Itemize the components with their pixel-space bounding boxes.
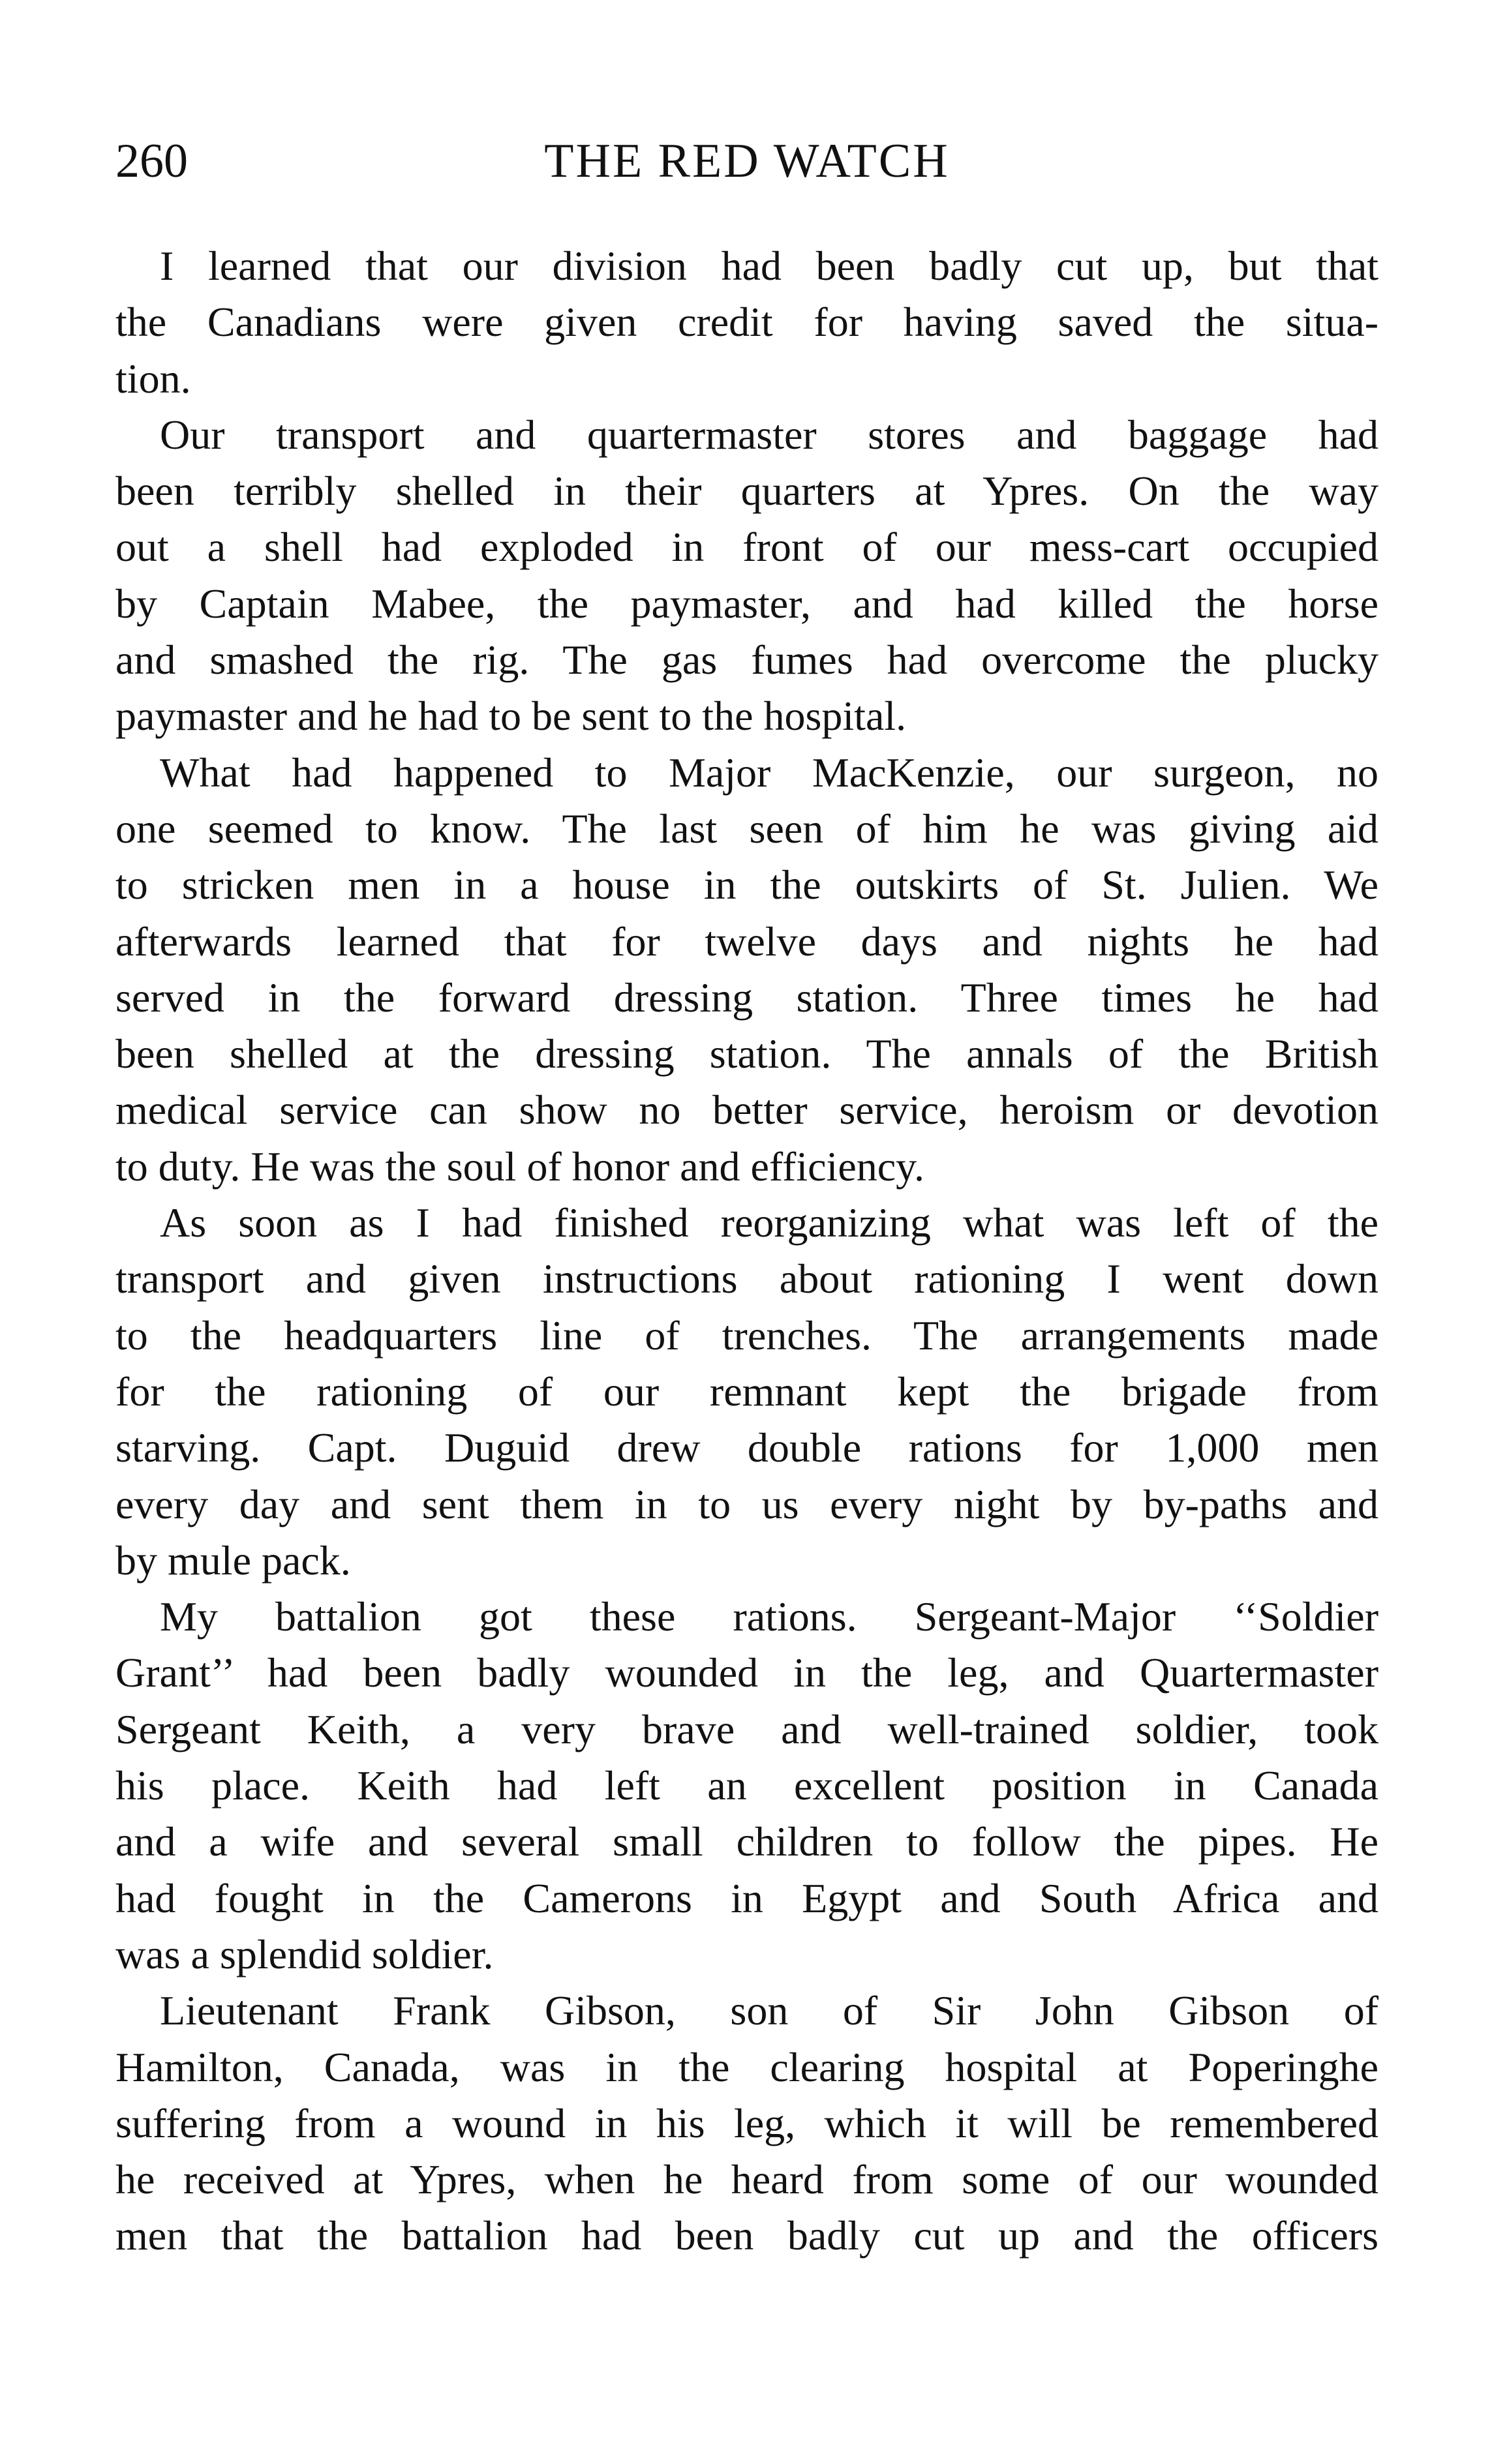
text-line: tion. — [115, 355, 191, 402]
text-line: medical service can show no better service, heroism or devotion — [115, 1087, 1378, 1134]
text-line: and smashed the rig. The gas fumes had overcome the plucky — [115, 637, 1378, 684]
body-text — [115, 238, 1378, 2264]
text-line: out a shell had exploded in front of our mess-cart occupied — [115, 524, 1378, 571]
text-line: transport and given instructions about rationing I went down — [115, 1255, 1378, 1302]
text-line: by Captain Mabee, the paymaster, and had killed the horse — [115, 580, 1378, 627]
paragraph — [115, 1589, 1378, 1983]
text-line: afterwards learned that for twelve days and nights he had — [115, 918, 1378, 965]
text-line: Hamilton, Canada, was in the clearing hospital at Poperinghe — [115, 2043, 1378, 2090]
text-line: was a splendid soldier. — [115, 1931, 494, 1977]
paragraph — [115, 1983, 1378, 2264]
text-line: Sergeant Keith, a very brave and well-trained soldier, took — [115, 1705, 1378, 1752]
paragraph — [115, 1195, 1378, 1589]
text-line: and a wife and several small children to follow the pipes. He — [115, 1818, 1378, 1865]
text-line: one seemed to know. The last seen of him he was giving aid — [115, 805, 1378, 852]
text-line: starving. Capt. Duguid drew double rations for 1,000 men — [115, 1424, 1378, 1471]
text-line: for the rationing of our remnant kept the brigade from — [115, 1368, 1378, 1415]
text-line: served in the forward dressing station. Three times he had — [115, 974, 1378, 1021]
running-title: THE RED WATCH — [544, 134, 950, 188]
text-line: I learned that our division had been badly cut up, but that — [160, 243, 1378, 289]
text-line: been terribly shelled in their quarters at Ypres. On the way — [115, 468, 1378, 515]
page-number: 260 — [115, 134, 188, 188]
text-line: men that the battalion had been badly cut up and the officers — [115, 2212, 1378, 2259]
text-line: My battalion got these rations. Sergeant-Major ‘‘Soldier — [160, 1593, 1378, 1640]
text-line: by mule pack. — [115, 1537, 351, 1584]
text-line: As soon as I had finished reorganizing what was left of the — [160, 1199, 1378, 1246]
text-line: had fought in the Camerons in Egypt and South Africa and — [115, 1874, 1378, 1921]
text-line: every day and sent them in to us every night by by-paths and — [115, 1480, 1378, 1527]
text-line: Lieutenant Frank Gibson, son of Sir John Gibson of — [160, 1987, 1378, 2034]
page-header — [115, 134, 1378, 199]
text-line: to stricken men in a house in the outskirts of St. Julien. We — [115, 862, 1378, 909]
text-line: to the headquarters line of trenches. The arrangements made — [115, 1312, 1378, 1359]
paragraph — [115, 238, 1378, 407]
paragraph — [115, 407, 1378, 745]
text-line: the Canadians were given credit for having saved the situa- — [115, 299, 1378, 346]
text-line: suffering from a wound in his leg, which it will be remembered — [115, 2099, 1378, 2146]
text-line: been shelled at the dressing station. The annals of the British — [115, 1030, 1378, 1077]
text-line: Grant’’ had been badly wounded in the leg, and Quartermaster — [115, 1649, 1378, 1696]
text-line: Our transport and quartermaster stores and baggage had — [160, 411, 1378, 458]
text-line: his place. Keith had left an excellent position in Canada — [115, 1762, 1378, 1809]
text-line: to duty. He was the soul of honor and efficiency. — [115, 1143, 924, 1190]
text-line: paymaster and he had to be sent to the hospital. — [115, 693, 907, 740]
paragraph — [115, 745, 1378, 1195]
text-line: he received at Ypres, when he heard from some of our wounded — [115, 2156, 1378, 2203]
text-line: What had happened to Major MacKenzie, our surgeon, no — [160, 749, 1378, 796]
